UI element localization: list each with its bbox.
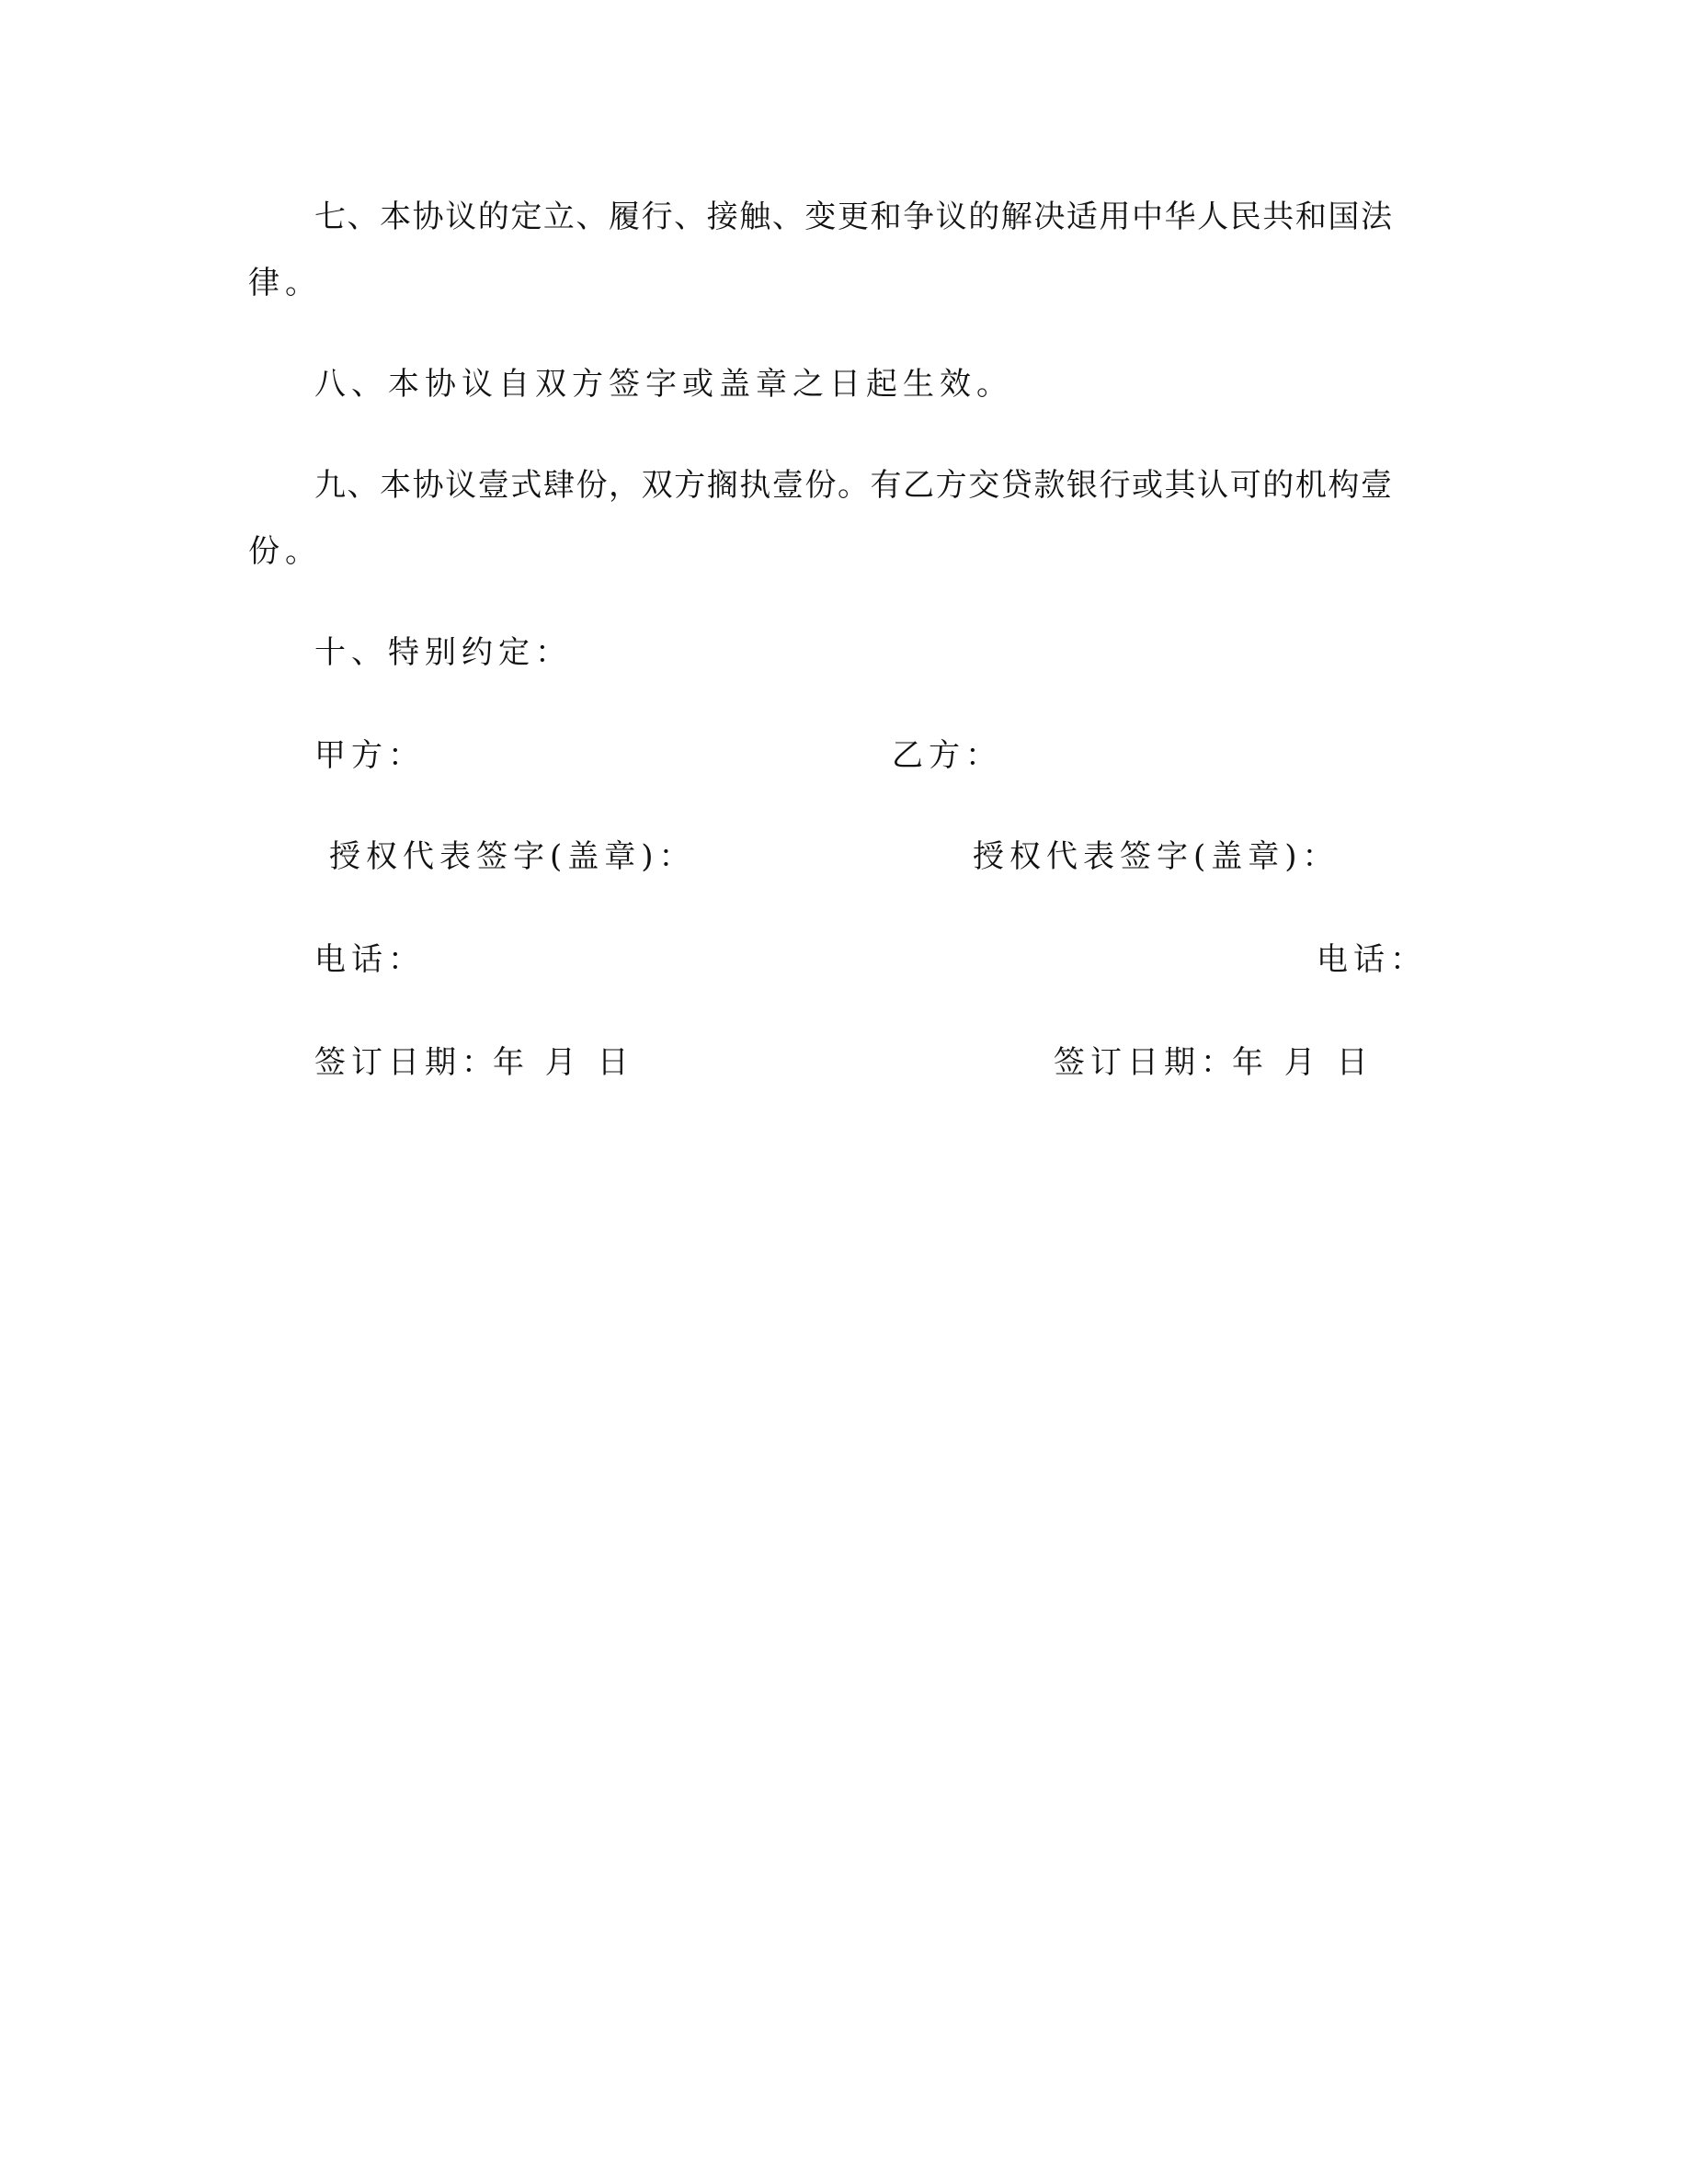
- clause-9-line-2: 份。: [248, 533, 322, 570]
- clause-8: 八、本协议自双方签字或盖章之日起生效。: [314, 366, 1013, 403]
- party-b-label: 乙方：: [892, 737, 1002, 774]
- party-b-signing-date-fields: 年 月 日: [1232, 1044, 1374, 1081]
- party-b-signing-date-label: 签订日期：: [1054, 1044, 1237, 1081]
- clause-7-line-2: 律。: [248, 265, 322, 301]
- party-a-signing-date-fields: 年 月 日: [493, 1044, 634, 1081]
- party-a-phone: 电话：: [314, 941, 425, 978]
- party-b-phone: 电话：: [1317, 941, 1427, 978]
- party-a-representative-signature: 授权代表签字(盖章)：: [329, 838, 696, 875]
- party-b-representative-signature: 授权代表签字(盖章)：: [973, 838, 1340, 875]
- clause-9-line-1: 九、本协议壹式肆份，双方搁执壹份。有乙方交贷款银行或其认可的机构壹: [314, 467, 1392, 504]
- party-a-label: 甲方：: [314, 737, 425, 774]
- clause-7-line-1: 七、本协议的定立、履行、接触、变更和争议的解决适用中华人民共和国法: [314, 199, 1392, 235]
- party-a-signing-date-label: 签订日期：: [314, 1044, 498, 1081]
- clause-10: 十、特别约定：: [314, 634, 572, 671]
